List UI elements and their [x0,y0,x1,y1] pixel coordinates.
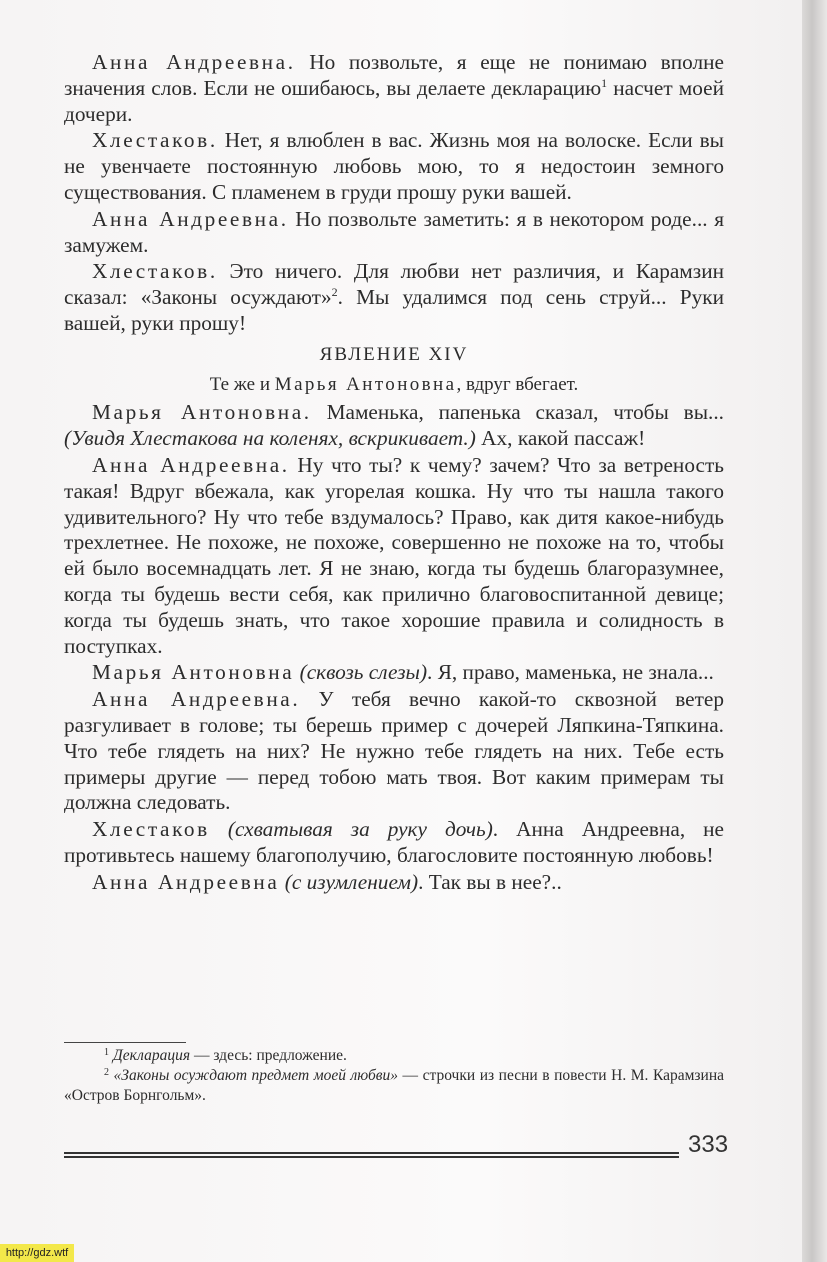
line-text: Ну что ты? к чему? зачем? Что за ветреность такая! Вдруг вбежала, как угорелая кошка. Ну что ты нашла такого удивительного? Ну что тебе вздумалось? Право, как дитя какое-нибудь трехлетнее. Не похоже, не похоже, совершенно не похоже на то, чтобы ей было восемнадцать лет. Я не знаю, когда ты будешь благоразумнее, когда ты будешь вести себя, как прилично благовоспитанной девице; когда ты будешь знать, что такое хорошие правила и солидность в поступках. [64,452,724,658]
paragraph-3 [64,207,724,259]
paragraph-7 [64,660,724,686]
paragraph-4 [64,259,724,336]
stage-name: Марья Антоновна [274,373,457,395]
scene-heading: ЯВЛЕНИЕ XIV [319,343,469,365]
stage-before: Те же и [209,373,275,395]
speaker: Анна Андреевна. [92,206,289,231]
play-text [64,50,724,897]
speaker: Анна Андреевна. [92,687,301,712]
footnote-term: Декларация [112,1047,191,1064]
line-text: Это ничего. Для любви нет различия, и Карамзин сказал: «Законы осуждают» [64,259,724,310]
page-footer-rule [64,1152,679,1158]
paragraph-5 [64,400,724,452]
footnote-text: — здесь: предложение. [190,1047,347,1064]
paragraph-6 [64,453,724,659]
remark: (схватывая за руку дочь) [227,817,493,842]
remark: (с изумлением) [284,869,419,894]
footnotes [64,1046,724,1106]
speaker: Хлестаков. [92,128,218,153]
watermark-link[interactable]: http://gdz.wtf [0,1244,74,1262]
speaker: Марья Антоновна [92,660,295,685]
paragraph-9 [64,817,724,869]
paragraph-1 [64,50,724,127]
speaker: Хлестаков [92,817,210,842]
remark: (Увидя Хлестакова на коленях, вскрикивает.) [64,426,476,451]
speaker: Анна Андреевна. [92,452,290,477]
speaker: Марья Антоновна. [92,400,312,425]
line-text-cont: . Мы удалимся под сень струй... Руки вашей, руки прошу! [64,285,724,335]
footnote-ref-1: 1 [601,75,608,90]
line-text: Нет, я влюблен в вас. Жизнь моя на волоске. Если вы не увенчаете постоянную любовь мою, то я недостоин земного существования. С пламенем в груди прошу руки вашей. [64,128,724,204]
speaker: Анна Андреевна [92,869,280,894]
line-text-cont: Ах, какой пассаж! [475,426,646,451]
paragraph-8 [64,687,724,816]
footnote-number: 1 [104,1047,109,1058]
line-text: . Я, право, маменька, не знала... [427,660,714,685]
footnote-text: — строчки из песни в повести Н. М. Карамзина «Остров Борнгольм». [64,1067,724,1104]
stage-direction [64,372,724,398]
footnote-separator [64,1042,186,1043]
speaker: Хлестаков. [92,259,218,284]
paragraph-2 [64,128,724,205]
page-edge-shadow [802,0,827,1262]
footnote-2 [64,1066,724,1106]
footnote-number: 2 [104,1067,109,1078]
line-text: . Анна Андреевна, не противьтесь нашему благополучию, благословите постоянную любовь! [64,817,725,867]
paragraph-10 [64,870,724,896]
page-number: 333 [688,1131,729,1158]
line-text-cont: насчет моей дочери. [64,75,724,126]
footnote-1 [64,1046,724,1066]
line-text: Но позвольте, я еще не понимаю вполне значения слов. Если не ошибаюсь, вы делаете декларацию [64,50,724,100]
remark: (сквозь слезы) [299,660,428,685]
line-text: У тебя вечно какой-то сквозной ветер разгуливает в голове; ты берешь пример с дочерей Ляпкина-Тяпкина. Что тебе глядеть на них? Не нужно тебе глядеть на них. Тебе есть примеры другие — перед тобою мать твоя. Вот каким примерам ты должна следовать. [64,687,724,815]
stage-after: , вдруг вбегает. [456,373,579,395]
line-text: Но позвольте заметить: я в некотором роде... я замужем. [64,206,724,257]
line-text: . Так вы в нее?.. [418,869,562,894]
line-text: Маменька, папенька сказал, чтобы вы... [311,400,724,425]
footnote-term: «Законы осуждают предмет моей любви» [113,1067,399,1084]
footnote-ref-2: 2 [331,285,338,300]
speaker: Анна Андреевна. [92,50,296,74]
